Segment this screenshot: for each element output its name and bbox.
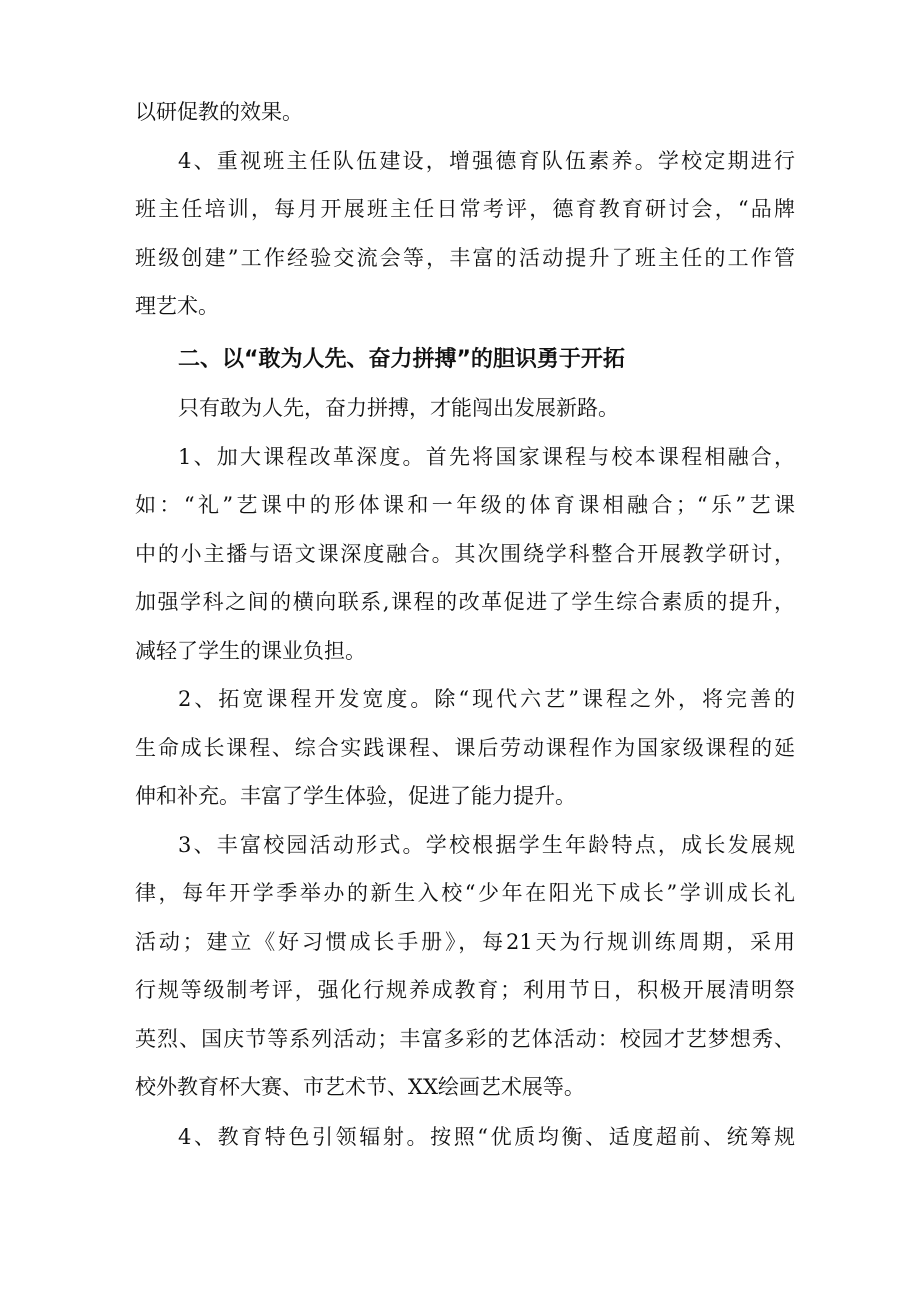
paragraph-line: 校外教育杯大赛、市艺术节、XX绘画艺术展等。	[135, 1075, 585, 1099]
paragraph-line: 以研促教的效果。	[135, 100, 303, 124]
paragraph-line: 1、加大课程改革深度。首先将国家课程与校本课程相融合，	[178, 445, 795, 469]
paragraph-line: 2、拓宽课程开发宽度。除“现代六艺”课程之外，将完善的	[178, 687, 795, 711]
paragraph-line: 理艺术。	[135, 294, 219, 318]
paragraph-line: 律，每年开学季举办的新生入校“少年在阳光下成长”学训成长礼	[135, 881, 795, 905]
paragraph-line: 行规等级制考评，强化行规养成教育；利用节日，积极开展清明祭	[135, 978, 795, 1002]
paragraph-line: 班级创建”工作经验交流会等，丰富的活动提升了班主任的工作管	[135, 246, 795, 270]
paragraph-line: 伸和补充。丰富了学生体验，促进了能力提升。	[135, 784, 576, 808]
section-heading: 二、以“敢为人先、奋力拼搏”的胆识勇于开拓	[178, 347, 625, 372]
paragraph-line: 生命成长课程、综合实践课程、课后劳动课程作为国家级课程的延	[135, 736, 795, 760]
paragraph-line: 活动；建立《好习惯成长手册》，每21天为行规训练周期，采用	[135, 930, 795, 954]
paragraph-line: 加强学科之间的横向联系,课程的改革促进了学生综合素质的提升，	[135, 590, 795, 614]
paragraph-line: 4、重视班主任队伍建设，增强德育队伍素养。学校定期进行	[178, 149, 795, 173]
paragraph-line: 英烈、国庆节等系列活动；丰富多彩的艺体活动：校园才艺梦想秀、	[135, 1027, 795, 1051]
paragraph-line: 4、教育特色引领辐射。按照“优质均衡、适度超前、统筹规	[178, 1125, 795, 1149]
paragraph-line: 中的小主播与语文课深度融合。其次围绕学科整合开展教学研讨，	[135, 542, 795, 566]
paragraph-line: 减轻了学生的课业负担。	[135, 639, 366, 663]
paragraph-line: 如：“礼”艺课中的形体课和一年级的体育课相融合；“乐”艺课	[135, 493, 795, 517]
paragraph-line: 班主任培训，每月开展班主任日常考评，德育教育研讨会，“品牌	[135, 197, 795, 221]
paragraph-line: 3、丰富校园活动形式。学校根据学生年龄特点，成长发展规	[178, 833, 795, 857]
paragraph-line: 只有敢为人先，奋力拼搏，才能闯出发展新路。	[178, 396, 619, 420]
